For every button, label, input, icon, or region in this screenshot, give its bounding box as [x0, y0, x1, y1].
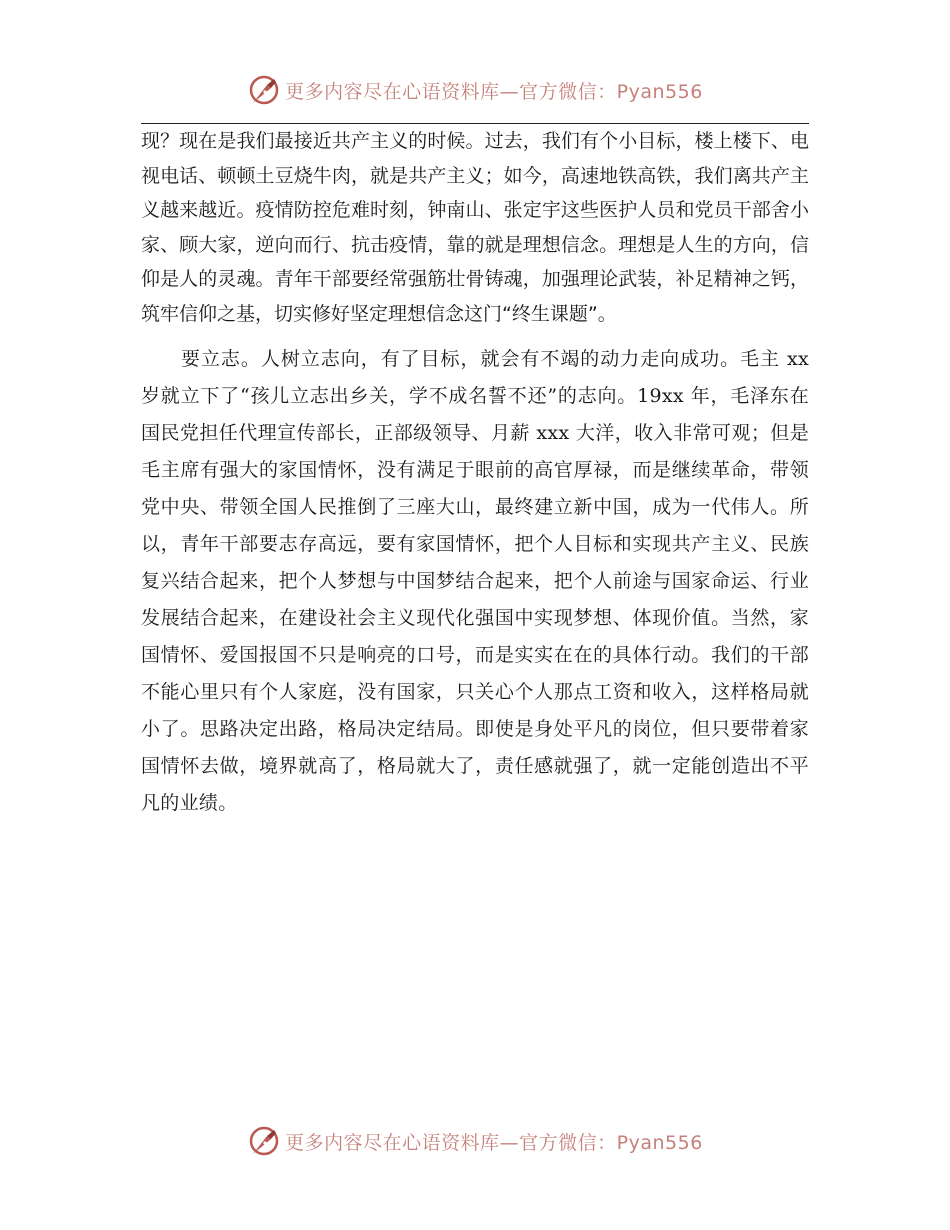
- footer-banner: [0, 1121, 950, 1161]
- footer-banner-text: 更多内容尽在心语资料库—官方微信：Pyan556: [285, 1131, 703, 1154]
- header-banner-text: 更多内容尽在心语资料库—官方微信：Pyan556: [285, 80, 703, 103]
- paragraph-1: 现？现在是我们最接近共产主义的时候。过去，我们有个小目标，楼上楼下、电视电话、顿顿土豆烧牛肉，就是共产主义；如今，高速地铁高铁，我们离共产主义越来越近。疫情防控危难时刻，钟南山、张定宇这些医护人员和党员干部舍小家、顾大家，逆向而行、抗击疫情，靠的就是理想信念。理想是人生的方向，信仰是人的灵魂。青年干部要经常强筋壮骨铸魂，加强理论武装，补足精神之钙，筑牢信仰之基，切实修好坚定理想信念这门“终生课题”。: [141, 130, 809, 325]
- pen-nib-circle-icon: [247, 73, 281, 107]
- pen-nib-circle-icon: [247, 1124, 281, 1158]
- document-body: [141, 124, 809, 822]
- header-banner: [0, 70, 950, 110]
- paragraph-2: 要立志。人树立志向，有了目标，就会有不竭的动力走向成功。毛主 xx 岁就立下了“孩儿立志出乡关，学不成名誓不还”的志向。19xx 年，毛泽东在国民党担任代理宣传部长，正部级领导、月薪 xxx 大洋，收入非常可观；但是毛主席有强大的家国情怀，没有满足于眼前的高官厚禄，而是继续革命，带领党中央、带领全国人民推倒了三座大山，最终建立新中国，成为一代伟人。所以，青年干部要志存高远，要有家国情怀，把个人目标和实现共产主义、民族复兴结合起来，把个人梦想与中国梦结合起来，把个人前途与国家命运、行业发展结合起来，在建设社会主义现代化强国中实现梦想、体现价值。当然，家国情怀、爱国报国不只是响亮的口号，而是实实在在的具体行动。我们的干部不能心里只有个人家庭，没有国家，只关心个人那点工资和收入，这样格局就小了。思路决定出路，格局决定结局。即使是身处平凡的岗位，但只要带着家国情怀去做，境界就高了，格局就大了，责任感就强了，就一定能创造出不平凡的业绩。: [141, 348, 809, 814]
